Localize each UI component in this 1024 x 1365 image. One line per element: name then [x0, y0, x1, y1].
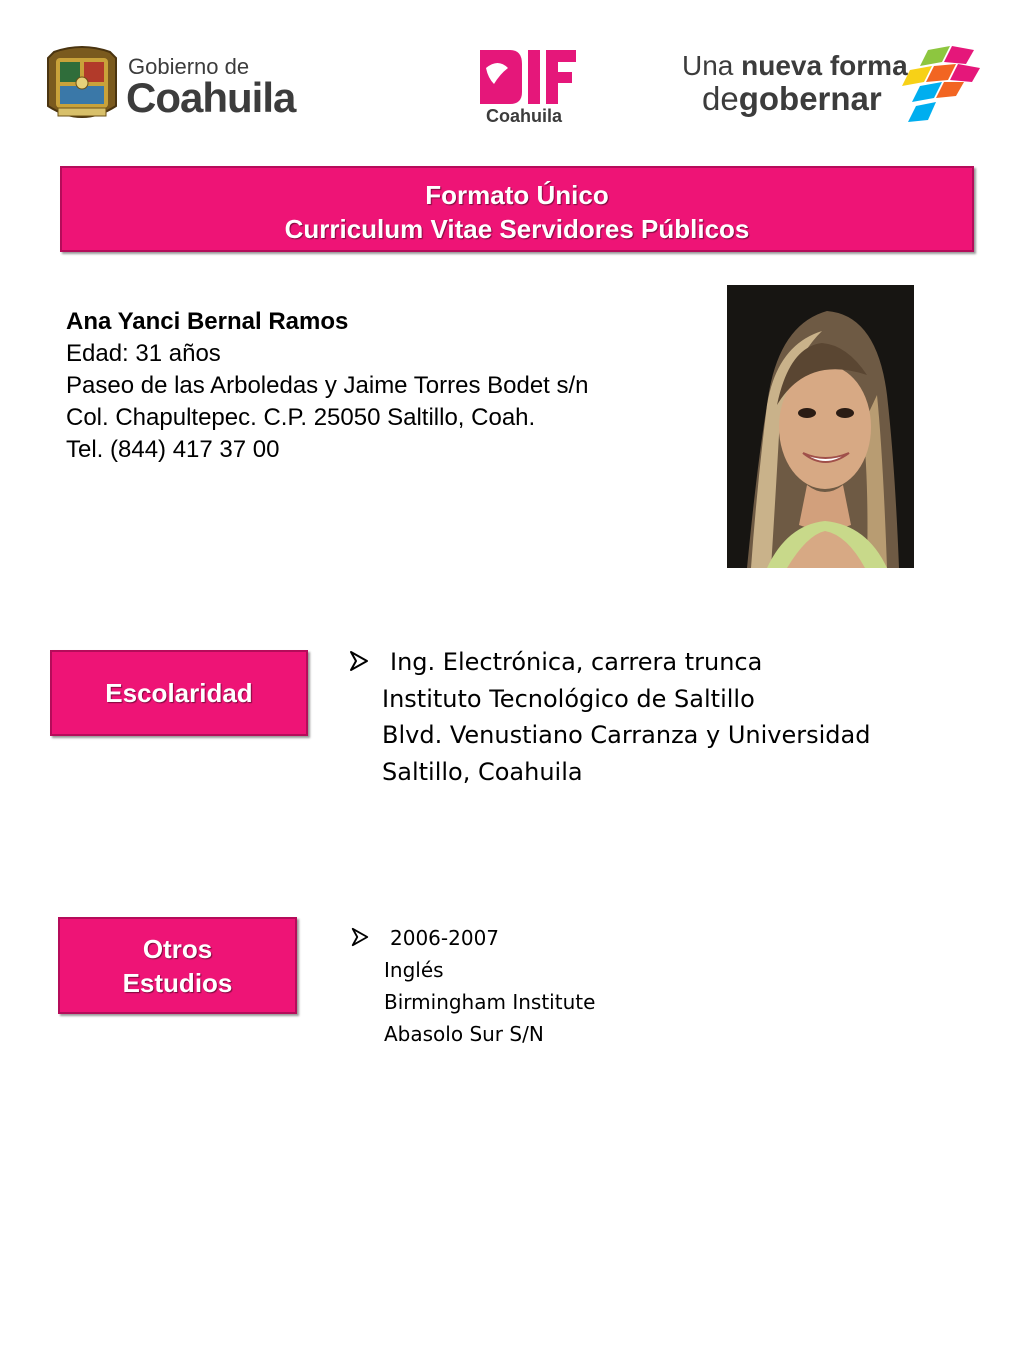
otros-estudios-content — [350, 922, 595, 1050]
otros-line: Inglés — [384, 958, 444, 982]
otros-label-line2: Estudios — [122, 967, 233, 998]
slogan-nueva-forma: nueva forma — [741, 50, 908, 81]
slogan-line2 — [702, 80, 882, 118]
slogan-line1 — [682, 50, 908, 82]
otros-estudios-label-box — [58, 917, 297, 1014]
nueva-forma-logo — [680, 44, 980, 128]
escolaridad-line: Blvd. Venustiano Carranza y Universidad — [382, 721, 871, 749]
portrait-image — [727, 285, 914, 568]
person-age: Edad: 31 años — [66, 340, 221, 367]
logo-line-coahuila: Coahuila — [126, 74, 296, 121]
person-address-line1: Paseo de las Arboledas y Jaime Torres Bodet s/n — [66, 372, 589, 399]
logo-line-gobierno: Gobierno de — [128, 54, 250, 79]
escolaridad-label-box — [50, 650, 308, 736]
color-tiles-icon — [892, 44, 982, 128]
arrow-bullet-icon — [348, 644, 370, 683]
personal-info — [66, 306, 589, 466]
otros-line: Birmingham Institute — [384, 990, 596, 1014]
profile-photo — [727, 285, 914, 568]
slogan-de: de — [702, 80, 739, 117]
person-phone: Tel. (844) 417 37 00 — [66, 436, 280, 463]
dif-hand-icon — [474, 44, 584, 114]
otros-line: Abasolo Sur S/N — [384, 1022, 544, 1046]
escolaridad-line: Ing. Electrónica, carrera trunca — [390, 648, 763, 676]
dif-logo — [474, 44, 584, 128]
slogan-gobernar: gobernar — [738, 80, 882, 117]
escolaridad-label: Escolaridad — [105, 678, 253, 708]
escolaridad-content — [348, 644, 870, 790]
otros-label-line1: Otros — [142, 933, 213, 964]
gobierno-coahuila-logo — [44, 44, 304, 128]
title-line1: Formato Único — [425, 180, 609, 210]
otros-line: 2006-2007 — [390, 926, 500, 950]
arrow-bullet-icon — [350, 922, 370, 956]
escolaridad-line: Saltillo, Coahuila — [382, 757, 583, 786]
dif-sub-label: Coahuila — [486, 106, 563, 126]
person-name: Ana Yanci Bernal Ramos — [66, 308, 349, 335]
person-address-line2: Col. Chapultepec. C.P. 25050 Saltillo, Coah. — [66, 404, 536, 431]
title-banner — [60, 166, 974, 252]
escolaridad-line: Instituto Tecnológico de Saltillo — [382, 684, 755, 713]
slogan-una: Una — [682, 50, 734, 81]
title-line2: Curriculum Vitae Servidores Públicos — [284, 214, 750, 244]
